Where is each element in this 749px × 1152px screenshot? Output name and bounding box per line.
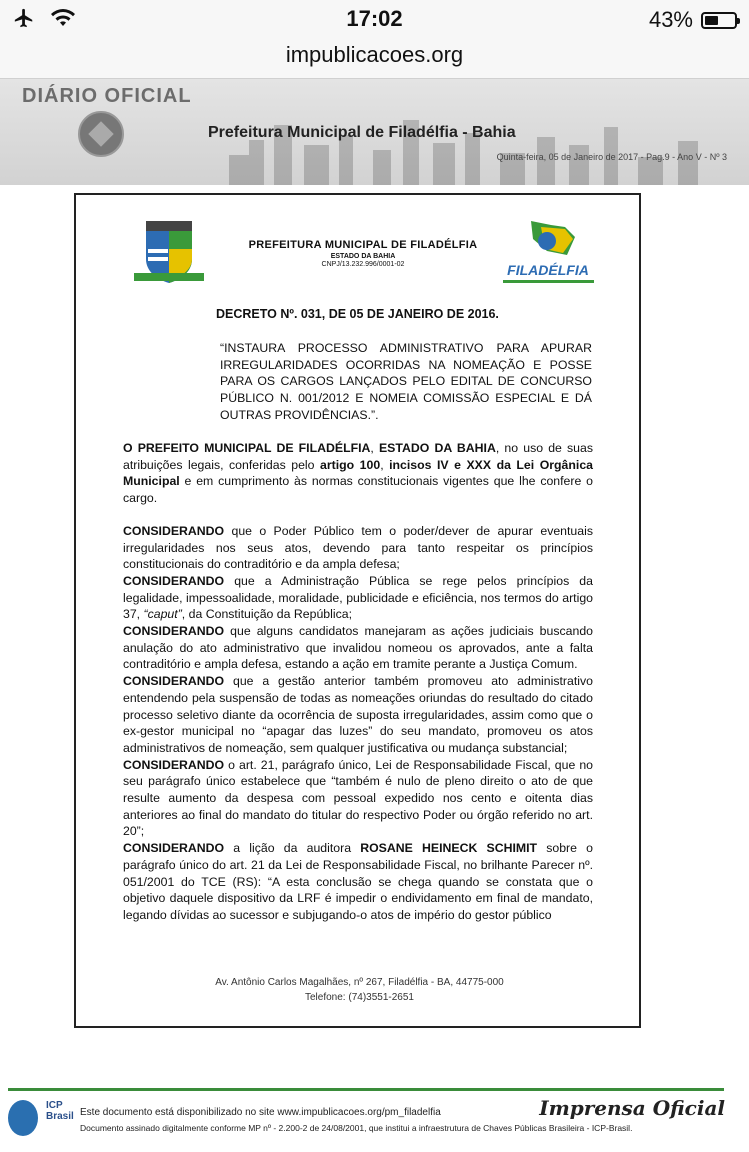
footer-availability-text: Este documento está disponibilizado no site www.impublicacoes.org/pm_filadelfia bbox=[80, 1107, 441, 1118]
decree-summary: “INSTAURA PROCESSO ADMINISTRATIVO PARA APURAR IRREGULARIDADES OCORRIDAS NA NOMEAÇÃO E POSSE PARA OS CARGOS LANÇADOS PELO EDITAL DE CONCURSO PÚBLICO N. 001/2012 E NOMEIA COMISSÃO ESPECIAL E DÁ OUTRAS PROVIDÊNCIAS.”. bbox=[220, 341, 592, 422]
address-bar[interactable]: impublicacoes.org bbox=[0, 38, 749, 79]
considerando-6: CONSIDERANDO a lição da auditora ROSANE HEINECK SCHIMIT sobre o parágrafo único do art. 21 da Lei de Responsabilidade Fiscal, no brilhante Parecer nº. 051/2001 do TCE (RS): “A esta conclusão se chega quando se constata que o objetivo daquele dispositivo da LRF é impedir o endividamento em final de mandato, legando dívidas ao sucessor e subjugando-o atos de império do gestor público bbox=[123, 841, 593, 922]
municipal-crest-icon bbox=[132, 219, 206, 285]
filadelfia-logo-icon bbox=[501, 217, 596, 287]
decree-document bbox=[74, 193, 641, 1028]
serasa-seal-icon bbox=[8, 1100, 38, 1136]
document-footer bbox=[76, 975, 643, 1005]
battery-icon bbox=[701, 12, 737, 29]
footer-signature-text: Documento assinado digitalmente conforme MP nº - 2.200-2 de 24/08/2001, que institui a infraestrutura de Chaves Públicas Brasileira - ICP-Brasil. bbox=[80, 1123, 633, 1133]
footer-divider bbox=[8, 1088, 724, 1091]
icp-brasil-logo: ICP Brasil bbox=[46, 1100, 74, 1122]
footer-address: Av. Antônio Carlos Magalhães, nº 267, Filadélfia - BA, 44775-000 bbox=[215, 977, 504, 988]
status-bar bbox=[0, 0, 749, 38]
preamble: O PREFEITO MUNICIPAL DE FILADÉLFIA, ESTADO DA BAHIA, no uso de suas atribuições legais, conferidas pelo artigo 100, incisos IV e XXX da Lei Orgânica Municipal e em cumprimento às normas constitucionais vigentes que lhe confere o cargo. bbox=[123, 441, 593, 506]
coat-of-arms-icon bbox=[78, 111, 124, 157]
decree-title: DECRETO Nº. 031, DE 05 DE JANEIRO DE 2016. bbox=[216, 307, 499, 321]
letterhead-name: PREFEITURA MUNICIPAL DE FILADÉLFIA bbox=[248, 239, 478, 251]
letterhead bbox=[238, 239, 488, 268]
gazette-header bbox=[0, 79, 749, 185]
considerando-1: CONSIDERANDO que o Poder Público tem o poder/dever de apurar eventuais irregularidades nos seus atos, devendo para tanto respeitar os princípios constitucionais do contraditório e da ampla defesa; bbox=[123, 523, 593, 572]
municipality-title: Prefeitura Municipal de Filadélfia - Bahia bbox=[208, 124, 516, 141]
considerando-2: CONSIDERANDO que a Administração Pública se rege pelos princípios da legalidade, impessoalidade, moralidade, publicidade e eficiência, nos termos do artigo 37, “caput”, da Constituição da República; bbox=[123, 573, 593, 622]
imprensa-oficial-logo: Imprensa Oficial bbox=[539, 1096, 725, 1120]
battery-percent: 43% bbox=[648, 7, 693, 32]
letterhead-state: ESTADO DA BAHIA bbox=[330, 253, 396, 260]
letterhead-cnpj: CNPJ/13.232.996/0001-02 bbox=[321, 261, 405, 268]
clock: 17:02 bbox=[346, 6, 403, 31]
considerando-5: CONSIDERANDO o art. 21, parágrafo único, Lei de Responsabilidade Fiscal, que no seu parágrafo único estabelece que “também é nulo de pleno direito o ato de que resulte aumento da despesa com pessoal expedido nos cento e oitenta dias anteriores ao final do mandato do titular do respectivo Poder ou órgão referido no art. 20”; bbox=[123, 757, 593, 839]
footer-phone: Telefone: (74)3551-2651 bbox=[305, 992, 414, 1003]
considerando-3: CONSIDERANDO que alguns candidatos manejaram as ações judiciais buscando anulação do ato administrativo que invalidou nomeou os aprovados, ante a falta contraditório e ampla defesa, estando a ação em tramite perante a Justiça Comum. bbox=[123, 624, 593, 672]
logo-text: FILADÉLFIA bbox=[507, 262, 589, 278]
considerando-4: CONSIDERANDO que a gestão anterior também promoveu ato administrativo entendendo pela suspensão de todas as nomeações oriundas do resultado do citado processo seletivo diante da ocorrência de suposta irregularidades, assim como que o ex-gestor municipal no “apagar das luzes” do seu mandato, promoveu os atos administrativos de nomeação, sem qualquer justificativa ou mudança substancial; bbox=[123, 674, 593, 755]
decree-body bbox=[123, 440, 593, 924]
issue-info: Quinta-feira, 05 de Janeiro de 2017 - Pag.9 - Ano V - Nº 3 bbox=[496, 152, 727, 162]
gazette-label: DIÁRIO OFICIAL bbox=[22, 85, 192, 107]
page-footer bbox=[0, 1088, 749, 1152]
